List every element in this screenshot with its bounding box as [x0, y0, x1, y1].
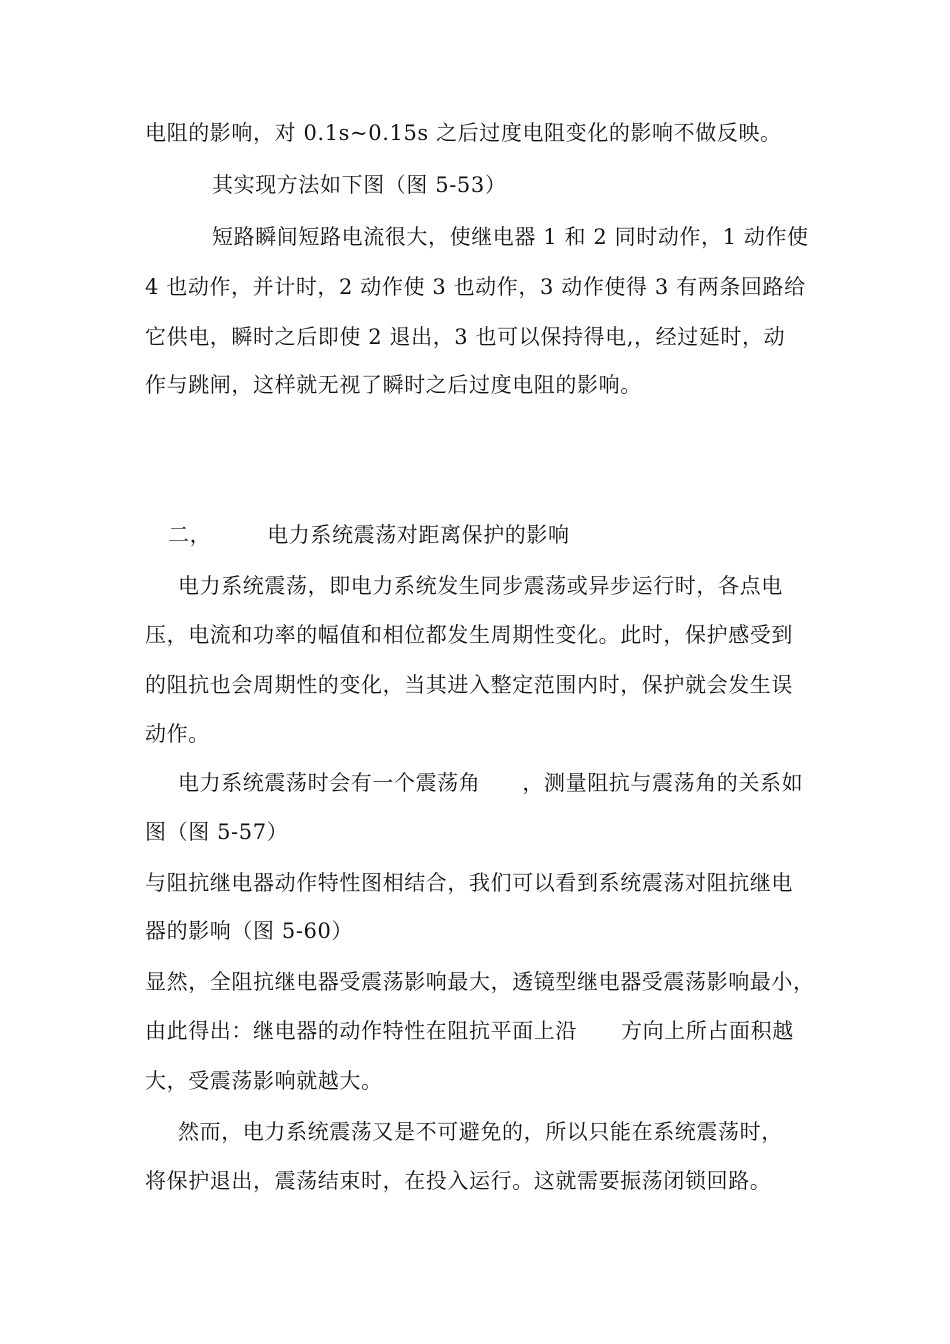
text-line: 图（图 5-57） [145, 820, 289, 844]
text-fragment: 电力系统震荡时会有一个震荡角 [178, 771, 481, 795]
text-line [145, 1016, 794, 1046]
section-heading [168, 520, 570, 550]
text-fragment: 由此得出：继电器的动作特性在阻抗平面上沿 [145, 1019, 577, 1043]
text-line: 它供电，瞬时之后即使 2 退出，3 也可以保持得电,，经过延时，动 [145, 325, 786, 349]
text-line: 电阻的影响，对 0.1s~0.15s 之后过度电阻变化的影响不做反映。 [145, 121, 782, 145]
text-line: 4 也动作，并计时，2 动作使 3 也动作，3 动作使得 3 有两条回路给 [145, 275, 806, 299]
section-number: 二， [168, 523, 212, 547]
text-line: 大，受震荡影响就越大。 [145, 1069, 383, 1093]
text-line: 其实现方法如下图（图 5-53） [212, 173, 507, 197]
text-line: 作与跳闸，这样就无视了瞬时之后过度电阻的影响。 [145, 373, 642, 397]
text-line [178, 768, 803, 798]
text-line: 电力系统震荡，即电力系统发生同步震荡或异步运行时，各点电 [178, 574, 783, 598]
text-line: 器的影响（图 5-60） [145, 919, 354, 943]
text-fragment: 方向上所占面积越 [621, 1019, 794, 1043]
text-line: 然而，电力系统震荡又是不可避免的，所以只能在系统震荡时， [178, 1120, 783, 1144]
text-line: 短路瞬间短路电流很大，使继电器 1 和 2 同时动作，1 动作使 [212, 225, 809, 249]
text-line: 显然，全阻抗继电器受震荡影响最大，透镜型继电器受震荡影响最小， [145, 970, 815, 994]
section-title: 电力系统震荡对距离保护的影响 [267, 523, 570, 547]
text-line: 的阻抗也会周期性的变化，当其进入整定范围内时，保护就会发生误 [145, 673, 793, 697]
text-fragment: ，测量阻抗与震荡角的关系如 [522, 771, 804, 795]
text-line: 压，电流和功率的幅值和相位都发生周期性变化。此时，保护感受到 [145, 623, 793, 647]
text-line: 将保护退出，震荡结束时，在投入运行。这就需要振荡闭锁回路。 [145, 1169, 772, 1193]
text-line: 与阻抗继电器动作特性图相结合，我们可以看到系统震荡对阻抗继电 [145, 871, 793, 895]
text-line: 动作。 [145, 722, 210, 746]
